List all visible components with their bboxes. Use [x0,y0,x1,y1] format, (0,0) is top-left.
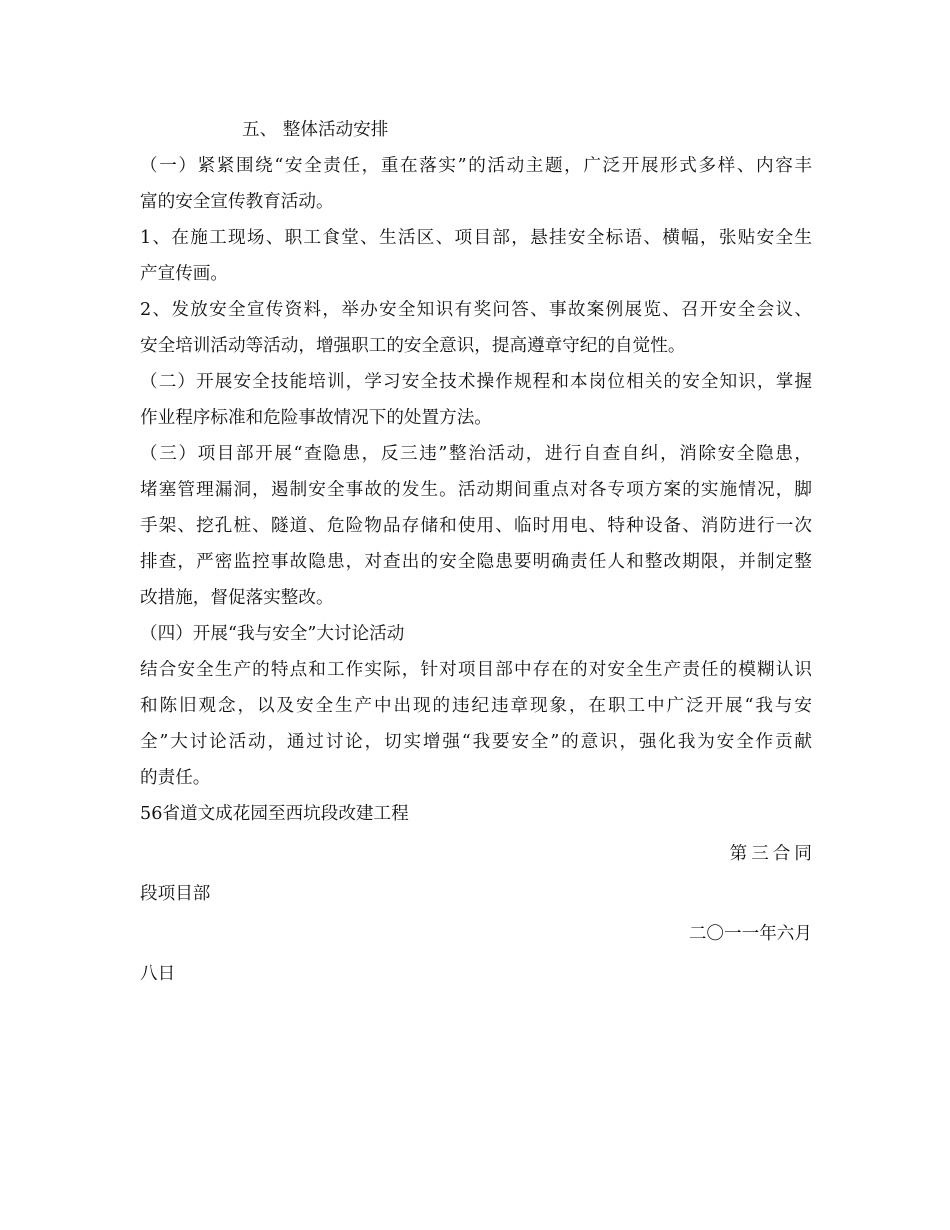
signature-line-2: 段项目部 [140,884,211,904]
paragraph-line: （三）项目部开展“查隐患，反三违”整治活动，进行自查自纠，消除安全隐患， [140,444,812,464]
paragraph-line: 全”大讨论活动，通过讨论，切实增强“我要安全”的意识，强化我为安全作贡献 [140,732,812,752]
paragraph-line: 富的安全宣传教育活动。 [140,192,334,212]
paragraph-line: 1、在施工现场、职工食堂、生活区、项目部，悬挂安全标语、横幅，张贴安全生 [140,228,812,248]
signature-line-1 [140,836,816,872]
document-body [140,112,816,992]
paragraph-line: 手架、挖孔桩、隧道、危险物品存储和使用、临时用电、特种设备、消防进行一次 [140,516,812,536]
paragraph-line: 堵塞管理漏洞，遏制安全事故的发生。活动期间重点对各专项方案的实施情况，脚 [140,480,812,500]
paragraph-line: 产宣传画。 [140,264,228,284]
paragraph-line: 和陈旧观念，以及安全生产中出现的违纪违章现象，在职工中广泛开展“我与安 [140,696,812,716]
paragraph-line: 排查，严密监控事故隐患，对查出的安全隐患要明确责任人和整改期限，并制定整 [140,552,812,572]
paragraph-line: （二）开展安全技能培训，学习安全技术操作规程和本岗位相关的安全知识，掌握 [140,372,812,392]
paragraph-line: 改措施，督促落实整改。 [140,588,334,608]
paragraph-line: 结合安全生产的特点和工作实际，针对项目部中存在的对安全生产责任的模糊认识 [140,660,812,680]
paragraph-line: 2、发放安全宣传资料，举办安全知识有奖问答、事故案例展览、召开安全会议、 [140,300,812,320]
project-name: 56省道文成花园至西坑段改建工程 [140,804,409,824]
date-line-1: 二〇一一年六月 [688,924,812,944]
signature-part-1: 第三合同 [729,844,816,864]
paragraph-line: （四）开展“我与安全”大讨论活动 [140,624,405,644]
date-line-2: 八日 [140,964,176,984]
paragraph-line: 安全培训活动等活动，增强职工的安全意识，提高遵章守纪的自觉性。 [140,336,686,356]
section-heading: 五、 整体活动安排 [242,120,389,140]
paragraph-line: 作业程序标准和危险事故情况下的处置方法。 [140,408,492,428]
paragraph-line: （一）紧紧围绕“安全责任，重在落实”的活动主题，广泛开展形式多样、内容丰 [140,156,812,176]
paragraph-line: 的责任。 [140,768,211,788]
